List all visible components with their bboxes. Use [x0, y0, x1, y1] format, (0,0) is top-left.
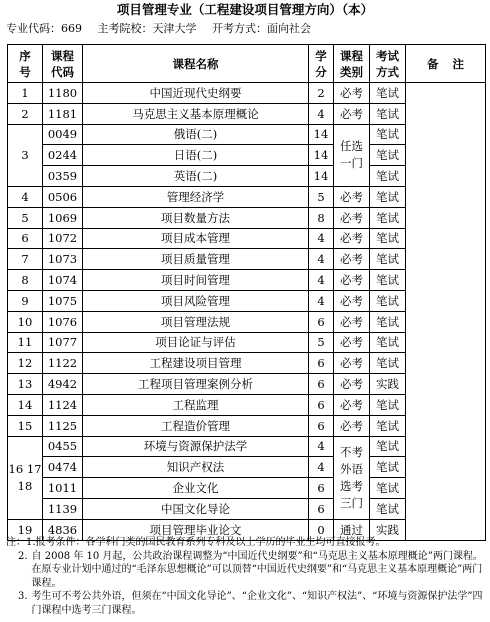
cell-seq: 9 — [8, 290, 43, 311]
cell-credit: 8 — [309, 207, 334, 228]
cell-category: 必考 — [334, 270, 370, 291]
cell-credit: 6 — [309, 311, 334, 332]
cell-exam: 笔试 — [370, 186, 406, 207]
cell-credit: 6 — [309, 353, 334, 374]
cell-exam: 笔试 — [370, 290, 406, 311]
cell-credit: 5 — [309, 186, 334, 207]
cell-name: 工程监理 — [83, 394, 309, 415]
cell-credit: 14 — [309, 145, 334, 166]
cell-code: 4942 — [43, 374, 83, 395]
note-3-text: 考生可不考公共外语，但须在“中国文化导论”、“企业文化”、“知识产权法”、“环境与资源保护法学”四门课程中选考三门课程。 — [31, 591, 483, 616]
cell-code: 1076 — [43, 311, 83, 332]
cell-seq: 19 — [8, 519, 43, 540]
cell-seq-group: 16 17 18 — [8, 436, 43, 519]
cell-exam: 笔试 — [370, 394, 406, 415]
cell-seq: 2 — [8, 103, 43, 124]
cell-code: 1122 — [43, 353, 83, 374]
cell-seq: 14 — [8, 394, 43, 415]
cell-seq: 1 — [8, 83, 43, 104]
cell-category: 必考 — [334, 186, 370, 207]
header-credit: 学分 — [309, 45, 334, 83]
cell-category-optional: 不考外语选考三门 — [334, 436, 370, 519]
cell-exam: 笔试 — [370, 498, 406, 519]
cell-name: 马克思主义基本原理概论 — [83, 103, 309, 124]
cell-name: 俄语(二) — [83, 124, 309, 145]
cell-code: 1075 — [43, 290, 83, 311]
cell-category: 必考 — [334, 374, 370, 395]
cell-credit: 6 — [309, 394, 334, 415]
cell-exam: 实践 — [370, 519, 406, 540]
cell-name: 项目管理法规 — [83, 311, 309, 332]
note-3-number: 3. — [18, 591, 28, 602]
major-code: 专业代码：669 — [6, 22, 82, 35]
cell-code: 1072 — [43, 228, 83, 249]
cell-code: 1077 — [43, 332, 83, 353]
cell-exam: 笔试 — [370, 436, 406, 457]
cell-name: 管理经济学 — [83, 186, 309, 207]
cell-category: 必考 — [334, 207, 370, 228]
cell-exam: 笔试 — [370, 228, 406, 249]
cell-credit: 5 — [309, 332, 334, 353]
cell-category: 必考 — [334, 394, 370, 415]
cell-credit: 0 — [309, 519, 334, 540]
cell-seq: 8 — [8, 270, 43, 291]
cell-code: 1181 — [43, 103, 83, 124]
cell-credit: 14 — [309, 166, 334, 187]
cell-name: 中国近现代史纲要 — [83, 83, 309, 104]
cell-exam: 笔试 — [370, 457, 406, 478]
cell-code: 1069 — [43, 207, 83, 228]
table-row — [8, 83, 486, 104]
header-seq: 序号 — [8, 45, 43, 83]
cell-name: 英语(二) — [83, 166, 309, 187]
cell-code: 0455 — [43, 436, 83, 457]
cell-exam: 笔试 — [370, 353, 406, 374]
cell-category-elective: 任选一门 — [334, 124, 370, 186]
cell-name: 知识产权法 — [83, 457, 309, 478]
cell-code: 1139 — [43, 498, 83, 519]
note-1-number: 1. — [26, 537, 36, 548]
cell-credit: 4 — [309, 290, 334, 311]
cell-name: 日语(二) — [83, 145, 309, 166]
cell-seq: 12 — [8, 353, 43, 374]
note-3 — [6, 590, 486, 617]
cell-credit: 6 — [309, 415, 334, 436]
cell-credit: 14 — [309, 124, 334, 145]
cell-exam: 笔试 — [370, 332, 406, 353]
exam-mode: 开考方式：面向社会 — [212, 22, 311, 35]
note-1 — [6, 536, 486, 550]
note-2 — [6, 550, 486, 591]
cell-name: 工程项目管理案例分析 — [83, 374, 309, 395]
cell-seq: 5 — [8, 207, 43, 228]
cell-seq: 4 — [8, 186, 43, 207]
cell-name: 项目论证与评估 — [83, 332, 309, 353]
cell-exam: 笔试 — [370, 311, 406, 332]
cell-credit: 6 — [309, 374, 334, 395]
course-table — [7, 44, 486, 541]
cell-name: 项目管理毕业论文 — [83, 519, 309, 540]
cell-code: 1124 — [43, 394, 83, 415]
cell-code: 0474 — [43, 457, 83, 478]
header-exam: 考试方式 — [370, 45, 406, 83]
exam-school: 主考院校：天津大学 — [97, 22, 197, 35]
cell-credit: 4 — [309, 249, 334, 270]
header-category: 课程类别 — [334, 45, 370, 83]
cell-credit: 4 — [309, 228, 334, 249]
header-code: 课程代码 — [43, 45, 83, 83]
cell-exam: 笔试 — [370, 103, 406, 124]
cell-seq: 15 — [8, 415, 43, 436]
cell-code: 0049 — [43, 124, 83, 145]
cell-exam: 笔试 — [370, 478, 406, 499]
cell-name: 企业文化 — [83, 478, 309, 499]
cell-credit: 6 — [309, 498, 334, 519]
cell-code: 1073 — [43, 249, 83, 270]
cell-seq: 13 — [8, 374, 43, 395]
cell-exam: 笔试 — [370, 415, 406, 436]
cell-code: 4836 — [43, 519, 83, 540]
cell-name: 工程造价管理 — [83, 415, 309, 436]
cell-name: 项目风险管理 — [83, 290, 309, 311]
cell-name: 项目时间管理 — [83, 270, 309, 291]
cell-name: 项目数量方法 — [83, 207, 309, 228]
cell-code: 0359 — [43, 166, 83, 187]
cell-name: 环境与资源保护法学 — [83, 436, 309, 457]
cell-category: 必考 — [334, 249, 370, 270]
cell-exam: 笔试 — [370, 166, 406, 187]
cell-category: 必考 — [334, 290, 370, 311]
cell-remark — [406, 83, 486, 541]
cell-exam: 笔试 — [370, 145, 406, 166]
cell-credit: 2 — [309, 83, 334, 104]
cell-credit: 4 — [309, 270, 334, 291]
cell-seq: 10 — [8, 311, 43, 332]
cell-seq: 6 — [8, 228, 43, 249]
cell-seq: 11 — [8, 332, 43, 353]
cell-category: 通过 — [334, 519, 370, 540]
cell-credit: 4 — [309, 103, 334, 124]
note-1-text: 报考条件：各学科门类的国民教育系列专科及以上学历的毕业生均可直接报考。 — [35, 537, 386, 548]
major-info — [6, 22, 486, 36]
cell-category: 必考 — [334, 415, 370, 436]
cell-code: 1180 — [43, 83, 83, 104]
note-2-text: 自 2008 年 10 月起，公共政治课程调整为“中国近代史纲要”和“马克思主义基本原理概论”两门课程。在原专业计划中通过的“毛泽东思想概论”可以顶替“中国近代史纲要”和“马克思主义基本原理概论”两门课程。 — [31, 550, 483, 589]
page-title: 项目管理专业（工程建设项目管理方向）（本） — [116, 2, 374, 17]
cell-seq: 7 — [8, 249, 43, 270]
cell-code: 1074 — [43, 270, 83, 291]
cell-code: 0506 — [43, 186, 83, 207]
cell-exam: 笔试 — [370, 83, 406, 104]
cell-exam: 笔试 — [370, 249, 406, 270]
cell-category: 必考 — [334, 353, 370, 374]
cell-seq: 3 — [8, 124, 43, 186]
cell-exam: 笔试 — [370, 270, 406, 291]
cell-category: 必考 — [334, 311, 370, 332]
note-2-number: 2. — [18, 550, 28, 562]
header-name: 课程名称 — [83, 45, 309, 83]
cell-name: 项目质量管理 — [83, 249, 309, 270]
notes — [6, 536, 486, 617]
cell-category: 必考 — [334, 103, 370, 124]
cell-credit: 4 — [309, 436, 334, 457]
cell-category: 必考 — [334, 83, 370, 104]
cell-category: 必考 — [334, 228, 370, 249]
cell-category: 必考 — [334, 332, 370, 353]
table-header-row — [8, 45, 486, 83]
cell-exam: 笔试 — [370, 207, 406, 228]
header-remark: 备注 — [406, 45, 486, 83]
notes-label: 注： — [6, 537, 26, 548]
cell-name: 中国文化导论 — [83, 498, 309, 519]
cell-code: 1125 — [43, 415, 83, 436]
cell-name: 项目成本管理 — [83, 228, 309, 249]
cell-credit: 6 — [309, 478, 334, 499]
cell-name: 工程建设项目管理 — [83, 353, 309, 374]
cell-exam: 笔试 — [370, 124, 406, 145]
cell-code: 1011 — [43, 478, 83, 499]
cell-code: 0244 — [43, 145, 83, 166]
cell-credit: 4 — [309, 457, 334, 478]
cell-exam: 实践 — [370, 374, 406, 395]
